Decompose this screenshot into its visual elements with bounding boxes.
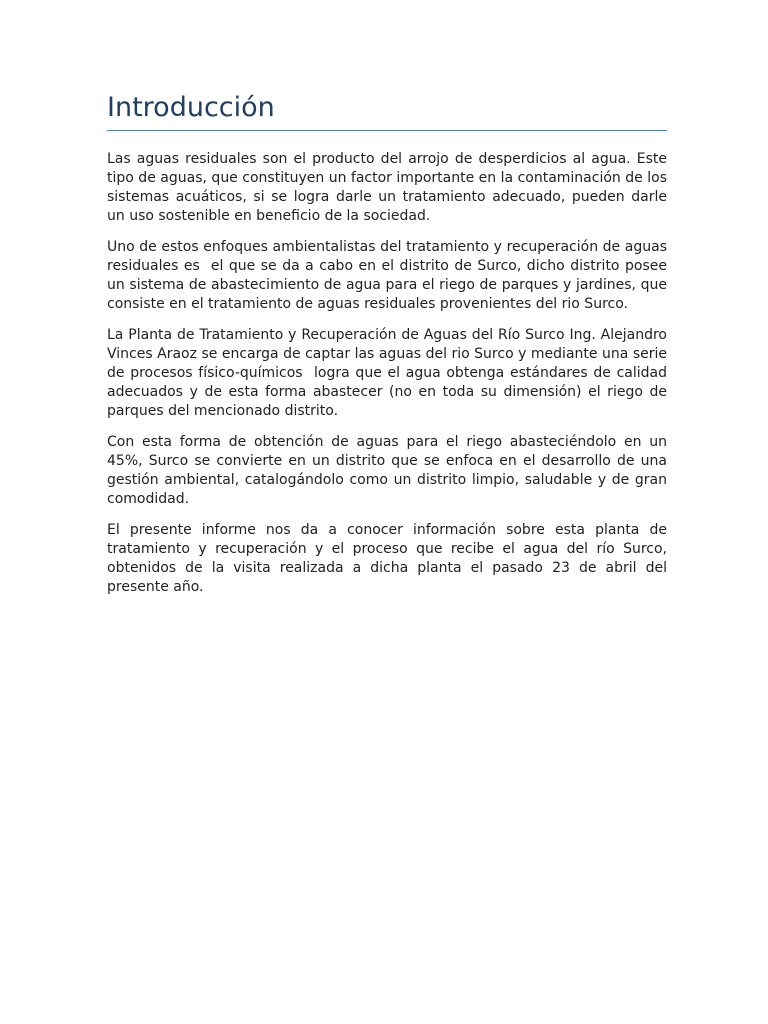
paragraph: El presente informe nos da a conocer información sobre esta planta de tratamiento y recuperación y el proceso que recibe el agua del río Surco, obtenidos de la visita realizada a dicha planta el pasado 23 de abril del presente año. xyxy=(107,522,672,595)
paragraph: Las aguas residuales son el producto del arrojo de desperdicios al agua. Este tipo de aguas, que constituyen un factor importante en la contaminación de los sistemas acuáticos, si se logra darle un tratamiento adecuado, pueden darle un uso sostenible en beneficio de la sociedad. xyxy=(107,151,672,224)
section-heading: Introducción xyxy=(107,90,667,131)
body-text xyxy=(107,150,672,597)
paragraph: Uno de estos enfoques ambientalistas del tratamiento y recuperación de aguas residuales es el que se da a cabo en el distrito de Surco, dicho distrito posee un sistema de abastecimiento de agua para el riego de parques y jardines, que consiste en el tratamiento de aguas residuales provenientes del rio Surco. xyxy=(107,239,672,312)
document-content xyxy=(107,90,672,609)
paragraph: La Planta de Tratamiento y Recuperación de Aguas del Río Surco Ing. Alejandro Vinces Araoz se encarga de captar las aguas del rio Surco y mediante una serie de procesos físico-químicos logra que el agua obtenga estándares de calidad adecuados y de esta forma abastecer (no en toda su dimensión) el riego de parques del mencionado distrito. xyxy=(107,327,672,419)
paragraph: Con esta forma de obtención de aguas para el riego abasteciéndolo en un 45%, Surco se convierte en un distrito que se enfoca en el desarrollo de una gestión ambiental, catalogándolo como un distrito limpio, saludable y de gran comodidad. xyxy=(107,434,672,507)
